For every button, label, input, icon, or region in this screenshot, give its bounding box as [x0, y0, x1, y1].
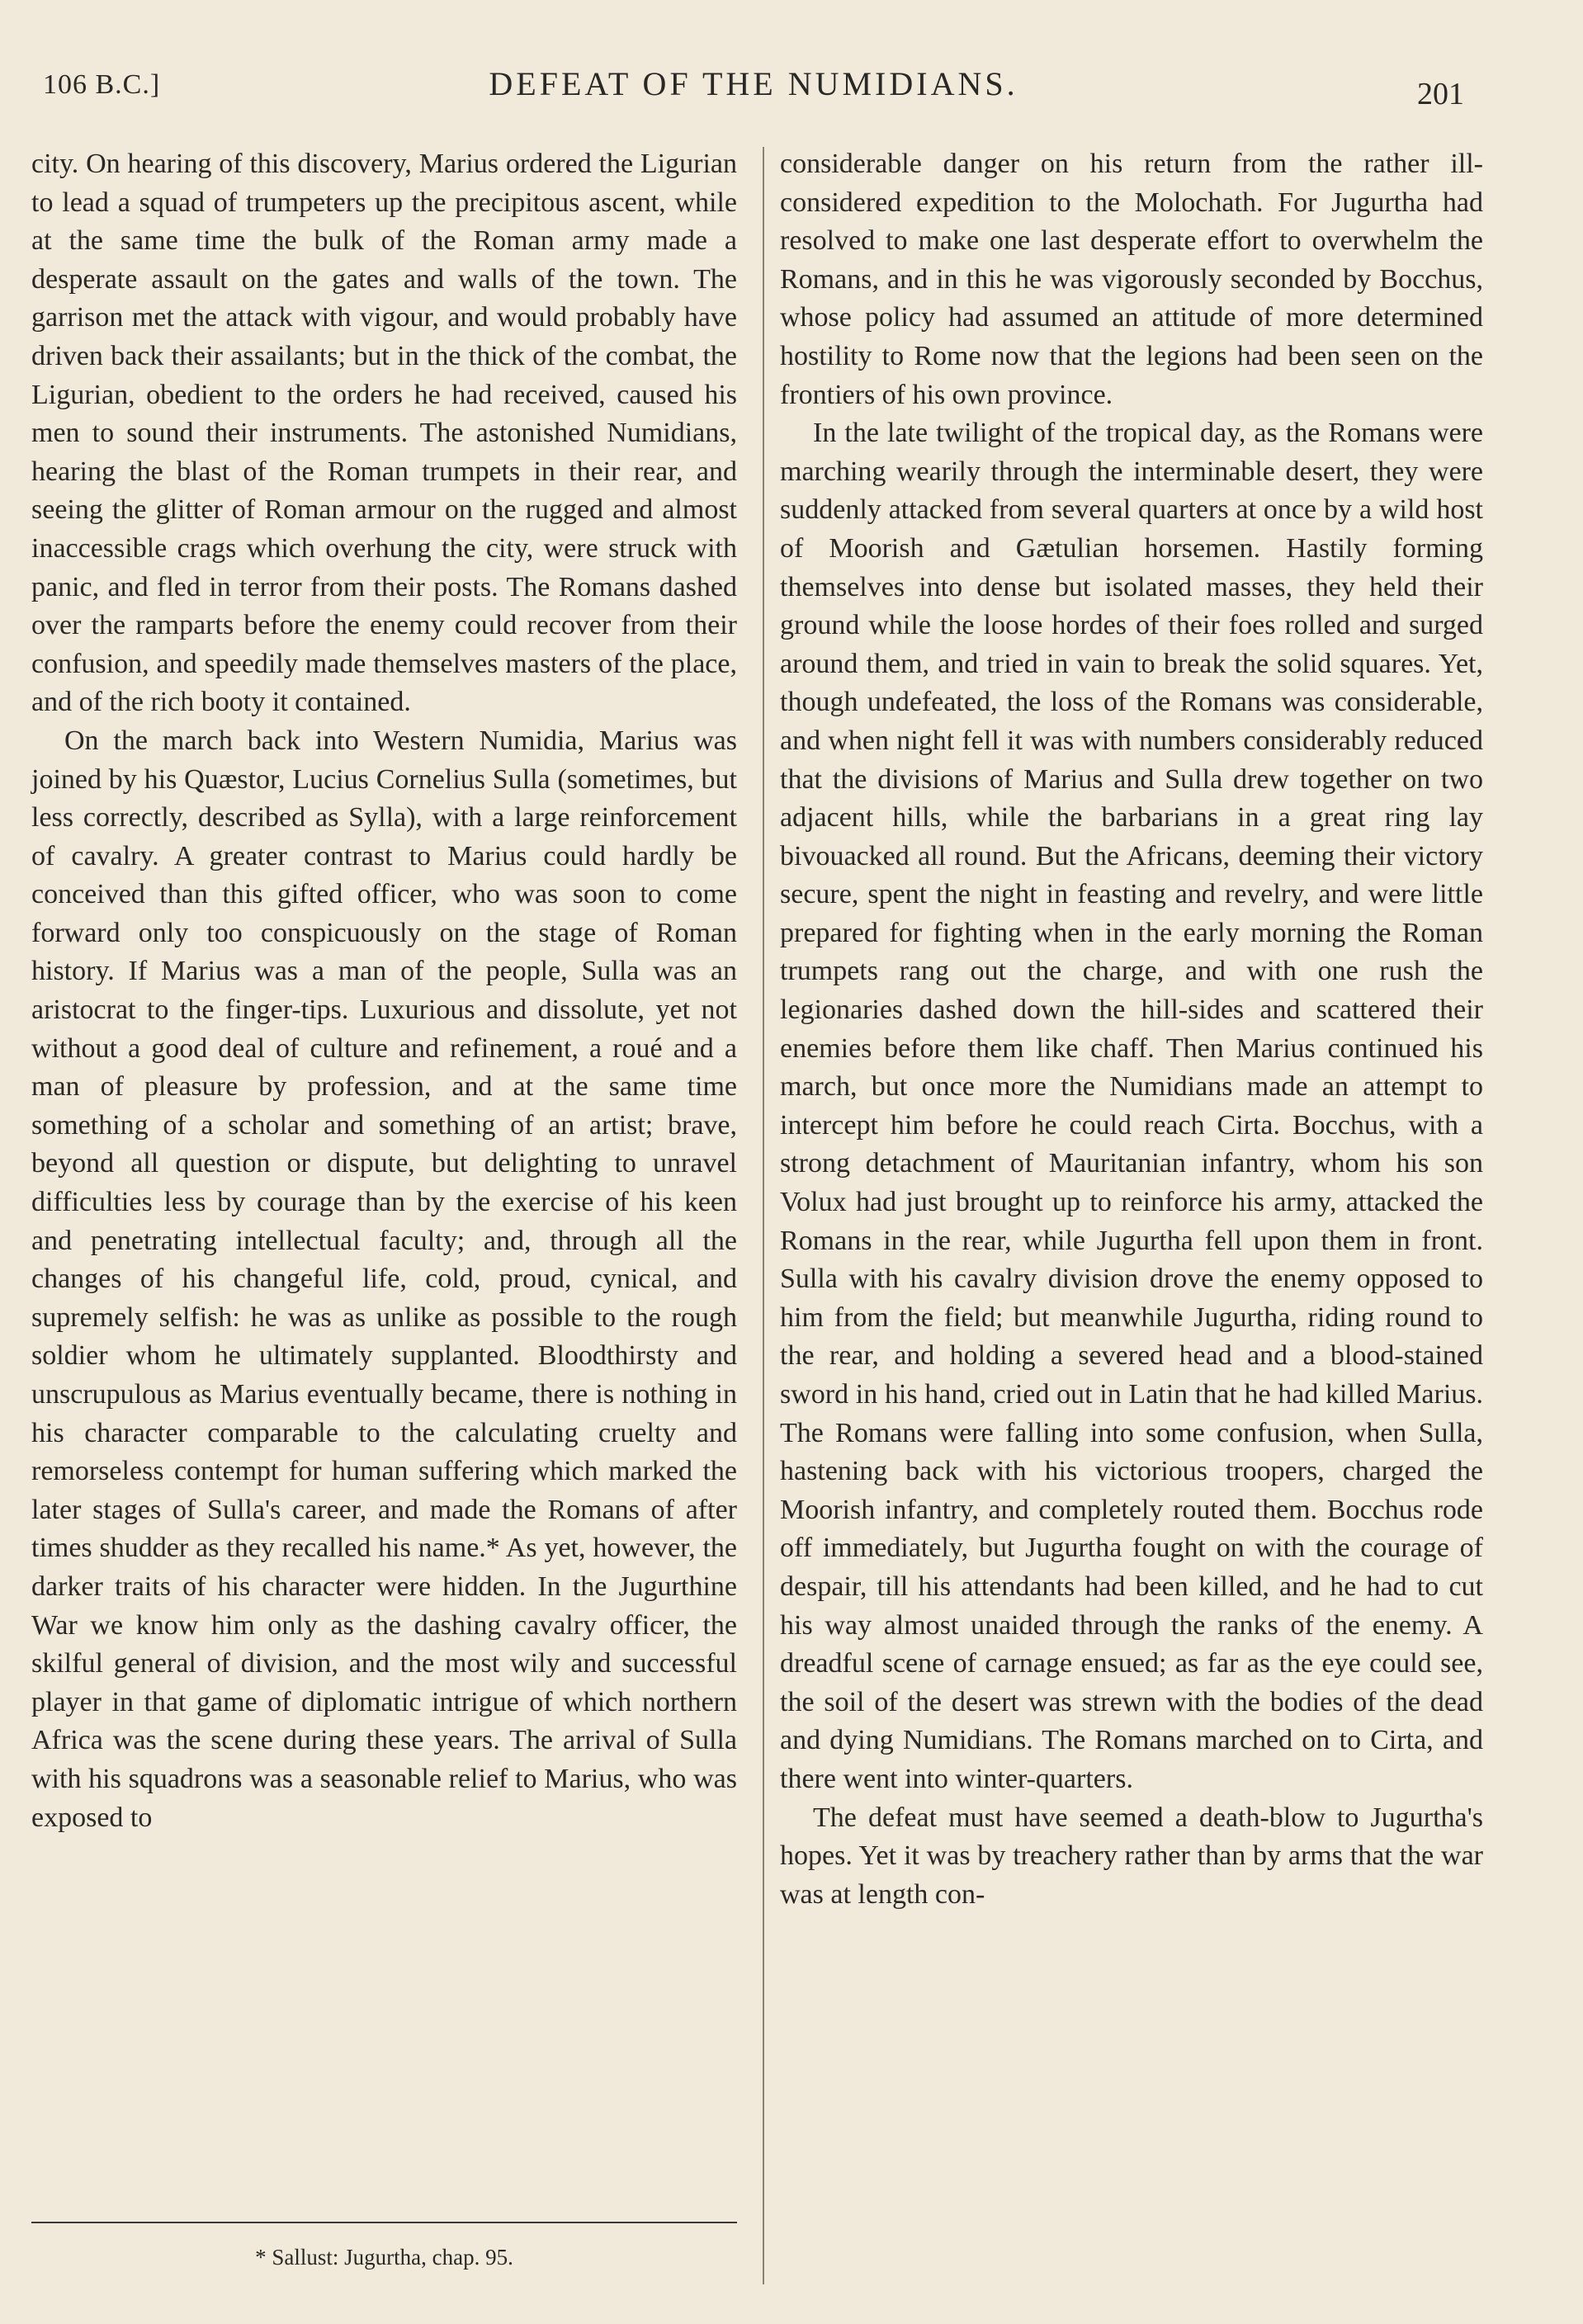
- page-title: DEFEAT OF THE NUMIDIANS.: [489, 65, 1018, 102]
- paragraph: considerable danger on his return from the rather ill-considered expedition to the Molochath. For Jugurtha had resolved to make one last desperate effort to overwhelm the Romans, and in this he was vigorously seconded by Bocchus, whose policy had assumed an attitude of more determined hostility to Rome now that the legions had been seen on the frontiers of his own province.: [780, 149, 1483, 410]
- footnote: * Sallust: Jugurtha, chap. 95.: [255, 2245, 513, 2270]
- paragraph: city. On hearing of this discovery, Marius ordered the Ligurian to lead a squad of trumpeters up the precipitous ascent, while at the same time the bulk of the Roman army made a desperate assault on the gates and walls of the town. The garrison met the attack with vigour, and would probably have driven back their assailants; but in the thick of the combat, the Ligurian, obedient to the orders he had received, caused his men to sound their instruments. The astonished Numidians, hearing the blast of the Roman trumpets in their rear, and seeing the glitter of Roman armour on the rugged and almost inaccessible crags which overhung the city, were struck with panic, and fled in terror from their posts. The Romans dashed over the ramparts before the enemy could recover from their confusion, and speedily made themselves masters of the place, and of the rich booty it contained.: [31, 149, 737, 718]
- column-divider: [763, 147, 764, 2284]
- footnote-divider: [31, 2222, 737, 2223]
- header-date: 106 B.C.]: [43, 69, 161, 100]
- left-column: [31, 145, 737, 1837]
- right-column: [780, 145, 1483, 1914]
- paragraph: The defeat must have seemed a death-blow to Jugurtha's hopes. Yet it was by treachery rather than by arms that the war was at length con-: [780, 1802, 1483, 1910]
- page-number: 201: [1417, 77, 1464, 111]
- paragraph: In the late twilight of the tropical day, as the Romans were marching wearily through the interminable desert, they were suddenly attacked from several quarters at once by a wild host of Moorish and Gætulian horsemen. Hastily forming themselves into dense but isolated masses, they held their ground while the loose hordes of their foes rolled and surged around them, and tried in vain to break the solid squares. Yet, though undefeated, the loss of the Romans was considerable, and when night fell it was with numbers considerably reduced that the divisions of Marius and Sulla drew together on two adjacent hills, while the barbarians in a great ring lay bivouacked all round. But the Africans, deeming their victory secure, spent the night in feasting and revelry, and were little prepared for fighting when in the early morning the Roman trumpets rang out the charge, and with one rush the legionaries dashed down the hill-sides and scattered their enemies before them like chaff. Then Marius continued his march, but once more the Numidians made an attempt to intercept him before he could reach Cirta. Bocchus, with a strong detachment of Mauritanian infantry, whom his son Volux had just brought up to reinforce his army, attacked the Romans in the rear, while Jugurtha fell upon them in front. Sulla with his cavalry division drove the enemy opposed to him from the field; but meanwhile Jugurtha, riding round to the rear, and holding a severed head and a blood-stained sword in his hand, cried out in Latin that he had killed Marius. The Romans were falling into some confusion, when Sulla, hastening back with his victorious troopers, charged the Moorish infantry, and completely routed them. Bocchus rode off immediately, but Jugurtha fought on with the courage of despair, till his attendants had been killed, and he had to cut his way almost unaided through the ranks of the enemy. A dreadful scene of carnage ensued; as far as the eye could see, the soil of the desert was strewn with the bodies of the dead and dying Numidians. The Romans marched on to Cirta, and there went into winter-quarters.: [780, 418, 1483, 1794]
- paragraph: On the march back into Western Numidia, Marius was joined by his Quæstor, Lucius Cornelius Sulla (sometimes, but less correctly, described as Sylla), with a large reinforcement of cavalry. A greater contrast to Marius could hardly be conceived than this gifted officer, who was soon to come forward only too conspicuously on the stage of Roman history. If Marius was a man of the people, Sulla was an aristocrat to the finger-tips. Luxurious and dissolute, yet not without a good deal of culture and refinement, a roué and a man of pleasure by profession, and at the same time something of a scholar and something of an artist; brave, beyond all question or dispute, but delighting to unravel difficulties less by courage than by the exercise of his keen and penetrating intellectual faculty; and, through all the changes of his changeful life, cold, proud, cynical, and supremely selfish: he was as unlike as possible to the rough soldier whom he ultimately supplanted. Bloodthirsty and unscrupulous as Marius eventually became, there is nothing in his character comparable to the calculating cruelty and remorseless contempt for human suffering which marked the later stages of Sulla's career, and made the Romans of after times shudder as they recalled his name.* As yet, however, the darker traits of his character were hidden. In the Jugurthine War we know him only as the dashing cavalry officer, the skilful general of division, and the most wily and successful player in that game of diplomatic intrigue of which northern Africa was the scene during these years. The arrival of Sulla with his squadrons was a seasonable relief to Marius, who was exposed to: [31, 725, 737, 1833]
- running-header: [43, 64, 1464, 114]
